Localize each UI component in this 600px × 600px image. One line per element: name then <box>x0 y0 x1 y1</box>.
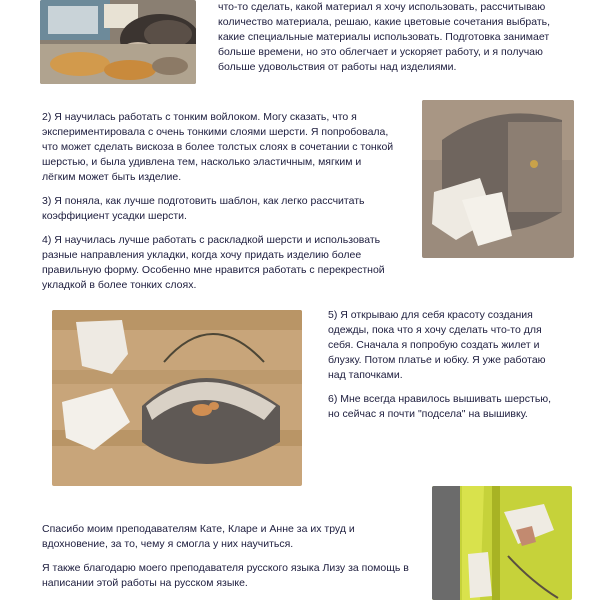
photo-cat-on-felt <box>40 0 196 84</box>
point-4-text: 4) Я научилась лучше работать с раскладкой шерсти и использовать разные направления укладки, когда хочу придать изделию более правильную форму. Особенно мне нравится работать с перекрестной укладкой в более тонких слоях. <box>42 234 385 291</box>
intro-text: что-то сделать, какой материал я хочу использовать, рассчитываю количество материала, решаю, какие цветовые сочетания выбрать, какие специальные материалы использовать. Подготовка занимает больше времени, но это облегчает и ускоряет работу, и я получаю больше удовольствия от работы над изделиями. <box>218 1 551 73</box>
photo-bag-with-chain <box>52 310 302 486</box>
point-3-text: 3) Я поняла, как лучше подготовить шаблон, как легко рассчитать коэффициент усадки шерсти. <box>42 195 365 222</box>
thanks-section <box>42 522 414 600</box>
photo-grey-bag <box>422 100 574 258</box>
point-5-text: 5) Я открываю для себя красоту создания одежды, пока что я хочу сделать что-то для себя. Сначала я попробую создать жилет и блузку. Потом платье и юбку. Я уже работаю над тапочками. <box>328 309 546 381</box>
left-column-points <box>42 110 394 302</box>
point-6-text: 6) Мне всегда нравилось вышивать шерстью, но сейчас я почти "подсела" на вышивку. <box>328 393 552 420</box>
intro-paragraph <box>218 0 560 84</box>
thanks-teachers-text: Спасибо моим преподавателям Кате, Кларе и Анне за их труд и вдохновение, за то, чему я смогла у них научиться. <box>42 523 355 550</box>
right-column-points <box>328 308 564 431</box>
thanks-russian-text: Я также благодарю моего преподавателя русского языка Лизу за помощь в написании этой работы на русском языке. <box>42 562 409 589</box>
photo-yellow-coat-mittens <box>432 486 572 600</box>
point-2-text: 2) Я научилась работать с тонким войлоком. Могу сказать, что я экспериментировала с очень тонкими слоями шерсти. Я попробовала, что может сделать вискоза в более толстых слоях в сочетании с тонкой шерстью, и была удивлена тем, насколько эластичным, мягким и лёгким может быть изделие. <box>42 111 394 183</box>
